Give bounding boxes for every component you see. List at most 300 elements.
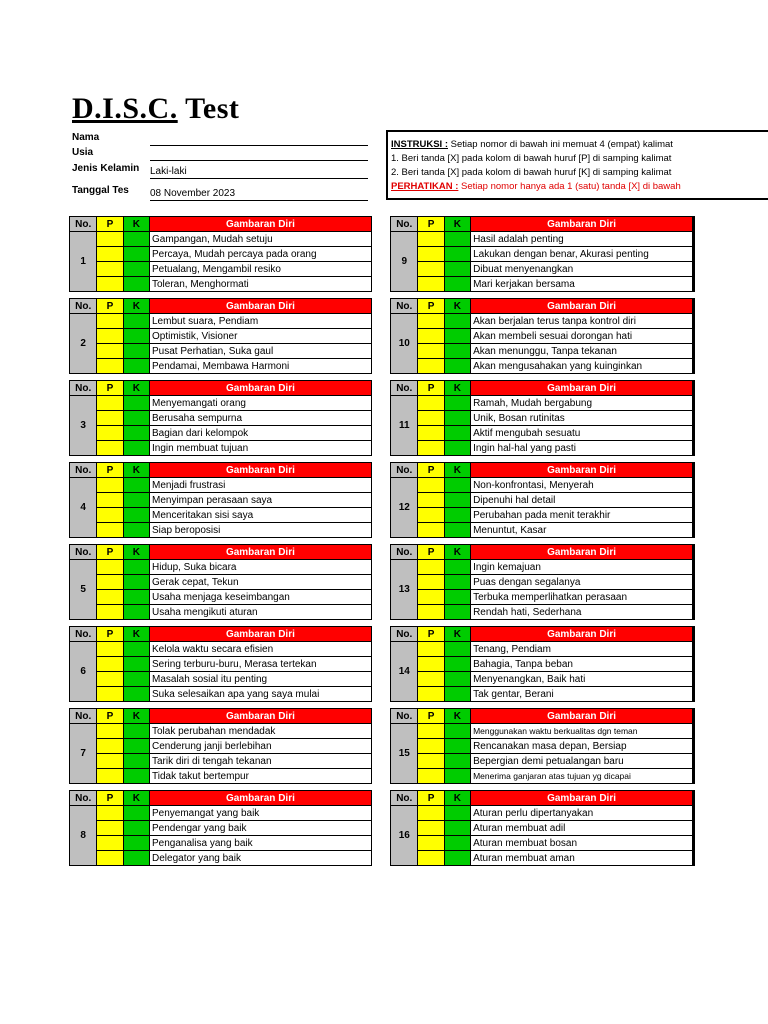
- option-p-checkbox[interactable]: [97, 836, 123, 851]
- statement-text: Bahagia, Tanpa beban: [471, 657, 694, 672]
- option-k-checkbox[interactable]: [123, 359, 149, 374]
- warning-head: PERHATIKAN :: [391, 181, 459, 192]
- question-number: 7: [70, 724, 97, 784]
- option-p-checkbox[interactable]: [97, 314, 123, 329]
- statement-text: Petualang, Mengambil resiko: [150, 262, 372, 277]
- option-k-checkbox[interactable]: [123, 426, 149, 441]
- date-field[interactable]: 08 November 2023: [150, 187, 368, 201]
- header-k: K: [123, 709, 149, 724]
- option-p-checkbox[interactable]: [418, 657, 444, 672]
- header-k: K: [444, 217, 470, 232]
- title-brand: D.I.S.C.: [72, 92, 178, 125]
- statement-text: Aturan membuat adil: [471, 821, 694, 836]
- question-number: 6: [70, 642, 97, 702]
- option-k-checkbox[interactable]: [444, 657, 470, 672]
- header-no: No.: [70, 299, 97, 314]
- statement-text: Optimistik, Visioner: [150, 329, 372, 344]
- option-k-checkbox[interactable]: [444, 806, 470, 821]
- table-row: [70, 739, 694, 754]
- table-row: [70, 672, 694, 687]
- statement-text: Pendengar yang baik: [150, 821, 372, 836]
- header-k: K: [123, 299, 149, 314]
- question-number: 11: [391, 396, 418, 456]
- option-k-checkbox[interactable]: [444, 329, 470, 344]
- header-gambaran-diri: Gambaran Diri: [150, 545, 372, 560]
- question-number: 12: [391, 478, 418, 538]
- option-p-checkbox[interactable]: [418, 493, 444, 508]
- header-no: No.: [391, 217, 418, 232]
- block-header-row: [70, 545, 694, 560]
- question-number: 3: [70, 396, 97, 456]
- statement-text: Dipenuhi hal detail: [471, 493, 694, 508]
- option-k-checkbox[interactable]: [444, 642, 470, 657]
- option-k-checkbox[interactable]: [444, 314, 470, 329]
- header-p: P: [418, 545, 444, 560]
- table-row: [70, 426, 694, 441]
- statement-text: Mari kerjakan bersama: [471, 277, 694, 292]
- option-k-checkbox[interactable]: [444, 396, 470, 411]
- table-row: [70, 754, 694, 769]
- statement-text: Akan menunggu, Tanpa tekanan: [471, 344, 694, 359]
- option-p-checkbox[interactable]: [97, 277, 123, 292]
- table-row: [70, 806, 694, 821]
- question-block-7-15: [69, 708, 695, 784]
- option-k-checkbox[interactable]: [444, 523, 470, 538]
- statement-text: Aturan perlu dipertanyakan: [471, 806, 694, 821]
- header-gambaran-diri: Gambaran Diri: [471, 299, 694, 314]
- header-no: No.: [70, 463, 97, 478]
- statement-text: Usaha mengikuti aturan: [150, 605, 372, 620]
- header-p: P: [97, 463, 123, 478]
- option-p-checkbox[interactable]: [418, 590, 444, 605]
- option-k-checkbox[interactable]: [123, 821, 149, 836]
- option-k-checkbox[interactable]: [444, 441, 470, 456]
- option-p-checkbox[interactable]: [97, 769, 123, 784]
- option-p-checkbox[interactable]: [418, 478, 444, 493]
- option-p-checkbox[interactable]: [418, 821, 444, 836]
- option-p-checkbox[interactable]: [97, 478, 123, 493]
- header-k: K: [123, 217, 149, 232]
- option-p-checkbox[interactable]: [418, 687, 444, 702]
- header-no: No.: [70, 627, 97, 642]
- option-p-checkbox[interactable]: [418, 560, 444, 575]
- statement-text: Hasil adalah penting: [471, 232, 694, 247]
- option-k-checkbox[interactable]: [123, 508, 149, 523]
- header-p: P: [418, 709, 444, 724]
- option-p-checkbox[interactable]: [97, 329, 123, 344]
- option-k-checkbox[interactable]: [444, 359, 470, 374]
- question-number: 16: [391, 806, 418, 866]
- option-k-checkbox[interactable]: [123, 344, 149, 359]
- question-number: 2: [70, 314, 97, 374]
- option-k-checkbox[interactable]: [444, 344, 470, 359]
- statement-text: Cenderung janji berlebihan: [150, 739, 372, 754]
- statement-text: Suka selesaikan apa yang saya mulai: [150, 687, 372, 702]
- option-p-checkbox[interactable]: [97, 642, 123, 657]
- statement-text: Aturan membuat aman: [471, 851, 694, 866]
- block-header-row: [70, 709, 694, 724]
- option-p-checkbox[interactable]: [97, 232, 123, 247]
- option-p-checkbox[interactable]: [97, 344, 123, 359]
- option-k-checkbox[interactable]: [123, 314, 149, 329]
- question-number: 10: [391, 314, 418, 374]
- statement-text: Akan membeli sesuai dorongan hati: [471, 329, 694, 344]
- header-k: K: [123, 381, 149, 396]
- option-p-checkbox[interactable]: [418, 396, 444, 411]
- option-p-checkbox[interactable]: [418, 411, 444, 426]
- option-k-checkbox[interactable]: [123, 329, 149, 344]
- option-k-checkbox[interactable]: [444, 247, 470, 262]
- option-k-checkbox[interactable]: [123, 836, 149, 851]
- option-k-checkbox[interactable]: [123, 493, 149, 508]
- statement-text: Tenang, Pendiam: [471, 642, 694, 657]
- option-k-checkbox[interactable]: [123, 851, 149, 866]
- option-k-checkbox[interactable]: [444, 590, 470, 605]
- option-k-checkbox[interactable]: [123, 769, 149, 784]
- option-p-checkbox[interactable]: [97, 806, 123, 821]
- header-no: No.: [70, 791, 97, 806]
- header-p: P: [97, 627, 123, 642]
- statement-text: Usaha menjaga keseimbangan: [150, 590, 372, 605]
- option-p-checkbox[interactable]: [418, 247, 444, 262]
- warning-text: Setiap nomor hanya ada 1 (satu) tanda [X] di bawah: [458, 181, 681, 192]
- statement-text: Lakukan dengan benar, Akurasi penting: [471, 247, 694, 262]
- question-block-2-10: [69, 298, 695, 374]
- statement-text: Ingin membuat tujuan: [150, 441, 372, 456]
- question-number: 9: [391, 232, 418, 292]
- statement-text: Ingin hal-hal yang pasti: [471, 441, 694, 456]
- option-p-checkbox[interactable]: [418, 426, 444, 441]
- header-p: P: [97, 709, 123, 724]
- instructions-box: [386, 130, 768, 200]
- statement-text: Menjadi frustrasi: [150, 478, 372, 493]
- table-row: [70, 411, 694, 426]
- question-number: 4: [70, 478, 97, 538]
- option-k-checkbox[interactable]: [123, 262, 149, 277]
- header-p: P: [418, 463, 444, 478]
- option-k-checkbox[interactable]: [123, 478, 149, 493]
- option-k-checkbox[interactable]: [444, 739, 470, 754]
- option-k-checkbox[interactable]: [123, 687, 149, 702]
- header-p: P: [97, 299, 123, 314]
- header-no: No.: [70, 709, 97, 724]
- info-label: Tanggal Tes: [72, 185, 129, 196]
- statement-text: Lembut suara, Pendiam: [150, 314, 372, 329]
- header-gambaran-diri: Gambaran Diri: [150, 791, 372, 806]
- statement-text: Menerima ganjaran atas tujuan yg dicapai: [471, 769, 694, 784]
- option-p-checkbox[interactable]: [418, 642, 444, 657]
- statement-text: Akan mengusahakan yang kuinginkan: [471, 359, 694, 374]
- statement-text: Menyemangati orang: [150, 396, 372, 411]
- option-p-checkbox[interactable]: [97, 821, 123, 836]
- statement-text: Unik, Bosan rutinitas: [471, 411, 694, 426]
- option-k-checkbox[interactable]: [444, 769, 470, 784]
- statement-text: Toleran, Menghormati: [150, 277, 372, 292]
- option-k-checkbox[interactable]: [444, 493, 470, 508]
- option-k-checkbox[interactable]: [444, 262, 470, 277]
- table-row: [70, 314, 694, 329]
- option-k-checkbox[interactable]: [123, 605, 149, 620]
- option-p-checkbox[interactable]: [418, 262, 444, 277]
- table-row: [70, 478, 694, 493]
- option-k-checkbox[interactable]: [123, 739, 149, 754]
- option-p-checkbox[interactable]: [418, 314, 444, 329]
- table-row: [70, 232, 694, 247]
- header-k: K: [123, 545, 149, 560]
- statement-text: Pendamai, Membawa Harmoni: [150, 359, 372, 374]
- statement-text: Menuntut, Kasar: [471, 523, 694, 538]
- option-p-checkbox[interactable]: [97, 724, 123, 739]
- header-no: No.: [391, 791, 418, 806]
- table-row: [70, 575, 694, 590]
- option-p-checkbox[interactable]: [97, 657, 123, 672]
- option-p-checkbox[interactable]: [418, 508, 444, 523]
- header-k: K: [444, 791, 470, 806]
- block-header-row: [70, 791, 694, 806]
- statement-text: Berusaha sempurna: [150, 411, 372, 426]
- question-number: 5: [70, 560, 97, 620]
- option-p-checkbox[interactable]: [418, 232, 444, 247]
- info-label: Nama: [72, 132, 100, 143]
- option-p-checkbox[interactable]: [97, 754, 123, 769]
- option-p-checkbox[interactable]: [97, 426, 123, 441]
- statement-text: Perubahan pada menit terakhir: [471, 508, 694, 523]
- option-k-checkbox[interactable]: [123, 754, 149, 769]
- header-p: P: [97, 791, 123, 806]
- header-k: K: [444, 299, 470, 314]
- option-p-checkbox[interactable]: [418, 523, 444, 538]
- statement-text: Akan berjalan terus tanpa kontrol diri: [471, 314, 694, 329]
- header-gambaran-diri: Gambaran Diri: [150, 463, 372, 478]
- table-row: [70, 344, 694, 359]
- table-row: [70, 493, 694, 508]
- respondent-info: [72, 132, 370, 199]
- table-row: [70, 329, 694, 344]
- option-p-checkbox[interactable]: [97, 411, 123, 426]
- option-k-checkbox[interactable]: [444, 508, 470, 523]
- option-p-checkbox[interactable]: [418, 359, 444, 374]
- header-no: No.: [391, 381, 418, 396]
- statement-text: Tidak takut bertempur: [150, 769, 372, 784]
- header-p: P: [97, 381, 123, 396]
- header-p: P: [418, 791, 444, 806]
- table-row: [70, 396, 694, 411]
- option-p-checkbox[interactable]: [97, 493, 123, 508]
- option-p-checkbox[interactable]: [97, 560, 123, 575]
- header-k: K: [444, 627, 470, 642]
- header-no: No.: [70, 217, 97, 232]
- table-row: [70, 687, 694, 702]
- statement-text: Sering terburu-buru, Merasa tertekan: [150, 657, 372, 672]
- statement-text: Penyemangat yang baik: [150, 806, 372, 821]
- option-p-checkbox[interactable]: [418, 836, 444, 851]
- option-k-checkbox[interactable]: [123, 724, 149, 739]
- statement-text: Puas dengan segalanya: [471, 575, 694, 590]
- block-header-row: [70, 381, 694, 396]
- option-p-checkbox[interactable]: [418, 605, 444, 620]
- option-p-checkbox[interactable]: [418, 724, 444, 739]
- header-k: K: [444, 381, 470, 396]
- question-number: 14: [391, 642, 418, 702]
- table-row: [70, 441, 694, 456]
- option-k-checkbox[interactable]: [444, 605, 470, 620]
- option-k-checkbox[interactable]: [444, 232, 470, 247]
- option-k-checkbox[interactable]: [444, 560, 470, 575]
- statement-text: Hidup, Suka bicara: [150, 560, 372, 575]
- option-k-checkbox[interactable]: [123, 560, 149, 575]
- statement-text: Menceritakan sisi saya: [150, 508, 372, 523]
- option-k-checkbox[interactable]: [444, 277, 470, 292]
- instructions-head: INSTRUKSI :: [391, 139, 448, 150]
- option-p-checkbox[interactable]: [418, 277, 444, 292]
- header-p: P: [418, 217, 444, 232]
- option-k-checkbox[interactable]: [123, 411, 149, 426]
- option-p-checkbox[interactable]: [97, 396, 123, 411]
- option-k-checkbox[interactable]: [444, 478, 470, 493]
- option-p-checkbox[interactable]: [418, 754, 444, 769]
- option-p-checkbox[interactable]: [418, 672, 444, 687]
- statement-text: Bepergian demi petualangan baru: [471, 754, 694, 769]
- statement-text: Tak gentar, Berani: [471, 687, 694, 702]
- header-p: P: [418, 381, 444, 396]
- statement-text: Menggunakan waktu berkualitas dgn teman: [471, 724, 694, 739]
- table-row: [70, 590, 694, 605]
- nama-field[interactable]: [150, 132, 368, 146]
- option-p-checkbox[interactable]: [418, 344, 444, 359]
- table-row: [70, 262, 694, 277]
- header-gambaran-diri: Gambaran Diri: [471, 545, 694, 560]
- table-row: [70, 821, 694, 836]
- statement-text: Gerak cepat, Tekun: [150, 575, 372, 590]
- question-number: 8: [70, 806, 97, 866]
- header-no: No.: [391, 463, 418, 478]
- option-p-checkbox[interactable]: [97, 851, 123, 866]
- header-no: No.: [391, 545, 418, 560]
- option-p-checkbox[interactable]: [97, 359, 123, 374]
- statement-text: Rencanakan masa depan, Bersiap: [471, 739, 694, 754]
- usia-field[interactable]: [150, 147, 368, 161]
- title-rest: Test: [185, 92, 240, 125]
- statement-text: Kelola waktu secara efisien: [150, 642, 372, 657]
- instructions-line-1: 1. Beri tanda [X] pada kolom di bawah huruf [P] di samping kalimat: [391, 153, 672, 164]
- header-gambaran-diri: Gambaran Diri: [150, 299, 372, 314]
- option-k-checkbox[interactable]: [123, 523, 149, 538]
- option-k-checkbox[interactable]: [123, 642, 149, 657]
- option-k-checkbox[interactable]: [444, 672, 470, 687]
- option-k-checkbox[interactable]: [444, 687, 470, 702]
- header-k: K: [123, 791, 149, 806]
- option-k-checkbox[interactable]: [123, 247, 149, 262]
- header-p: P: [418, 299, 444, 314]
- statement-text: Tolak perubahan mendadak: [150, 724, 372, 739]
- option-k-checkbox[interactable]: [444, 575, 470, 590]
- instructions-intro: [391, 138, 768, 152]
- option-k-checkbox[interactable]: [123, 657, 149, 672]
- table-row: [70, 851, 694, 866]
- info-label: Jenis Kelamin: [72, 163, 140, 174]
- option-p-checkbox[interactable]: [97, 605, 123, 620]
- header-no: No.: [391, 709, 418, 724]
- block-header-row: [70, 463, 694, 478]
- statement-text: Aktif mengubah sesuatu: [471, 426, 694, 441]
- table-row: [70, 523, 694, 538]
- option-k-checkbox[interactable]: [444, 754, 470, 769]
- header-gambaran-diri: Gambaran Diri: [471, 627, 694, 642]
- statement-text: Penganalisa yang baik: [150, 836, 372, 851]
- option-p-checkbox[interactable]: [97, 590, 123, 605]
- statement-text: Siap beroposisi: [150, 523, 372, 538]
- option-k-checkbox[interactable]: [123, 441, 149, 456]
- option-p-checkbox[interactable]: [97, 247, 123, 262]
- statement-text: Bagian dari kelompok: [150, 426, 372, 441]
- option-k-checkbox[interactable]: [123, 232, 149, 247]
- table-row: [70, 508, 694, 523]
- option-k-checkbox[interactable]: [444, 411, 470, 426]
- option-p-checkbox[interactable]: [418, 769, 444, 784]
- header-k: K: [444, 463, 470, 478]
- option-k-checkbox[interactable]: [123, 672, 149, 687]
- header-k: K: [444, 709, 470, 724]
- option-p-checkbox[interactable]: [418, 575, 444, 590]
- option-p-checkbox[interactable]: [418, 851, 444, 866]
- header-p: P: [97, 217, 123, 232]
- option-k-checkbox[interactable]: [444, 724, 470, 739]
- table-row: [70, 642, 694, 657]
- option-p-checkbox[interactable]: [97, 687, 123, 702]
- gender-field[interactable]: Laki-laki: [150, 165, 368, 179]
- statement-text: Terbuka memperlihatkan perasaan: [471, 590, 694, 605]
- option-k-checkbox[interactable]: [123, 575, 149, 590]
- statement-text: Menyimpan perasaan saya: [150, 493, 372, 508]
- option-p-checkbox[interactable]: [97, 739, 123, 754]
- header-gambaran-diri: Gambaran Diri: [471, 381, 694, 396]
- option-k-checkbox[interactable]: [123, 806, 149, 821]
- option-p-checkbox[interactable]: [418, 806, 444, 821]
- option-p-checkbox[interactable]: [97, 262, 123, 277]
- question-number: 1: [70, 232, 97, 292]
- option-p-checkbox[interactable]: [97, 672, 123, 687]
- info-row-gender: [72, 163, 370, 185]
- option-p-checkbox[interactable]: [418, 329, 444, 344]
- option-k-checkbox[interactable]: [123, 277, 149, 292]
- option-p-checkbox[interactable]: [418, 739, 444, 754]
- header-no: No.: [70, 381, 97, 396]
- question-block-1-9: [69, 216, 695, 292]
- table-row: [70, 724, 694, 739]
- option-p-checkbox[interactable]: [97, 508, 123, 523]
- block-header-row: [70, 627, 694, 642]
- table-row: [70, 657, 694, 672]
- option-p-checkbox[interactable]: [97, 441, 123, 456]
- table-row: [70, 277, 694, 292]
- info-row-usia: [72, 147, 370, 163]
- instructions-text: Setiap nomor di bawah ini memuat 4 (empat) kalimat: [448, 139, 673, 150]
- option-k-checkbox[interactable]: [444, 836, 470, 851]
- option-k-checkbox[interactable]: [123, 590, 149, 605]
- table-row: [70, 836, 694, 851]
- option-p-checkbox[interactable]: [418, 441, 444, 456]
- block-header-row: [70, 217, 694, 232]
- option-k-checkbox[interactable]: [444, 426, 470, 441]
- option-k-checkbox[interactable]: [444, 851, 470, 866]
- option-p-checkbox[interactable]: [97, 575, 123, 590]
- option-p-checkbox[interactable]: [97, 523, 123, 538]
- header-gambaran-diri: Gambaran Diri: [471, 217, 694, 232]
- option-k-checkbox[interactable]: [444, 821, 470, 836]
- option-k-checkbox[interactable]: [123, 396, 149, 411]
- header-gambaran-diri: Gambaran Diri: [150, 627, 372, 642]
- statement-text: Aturan membuat bosan: [471, 836, 694, 851]
